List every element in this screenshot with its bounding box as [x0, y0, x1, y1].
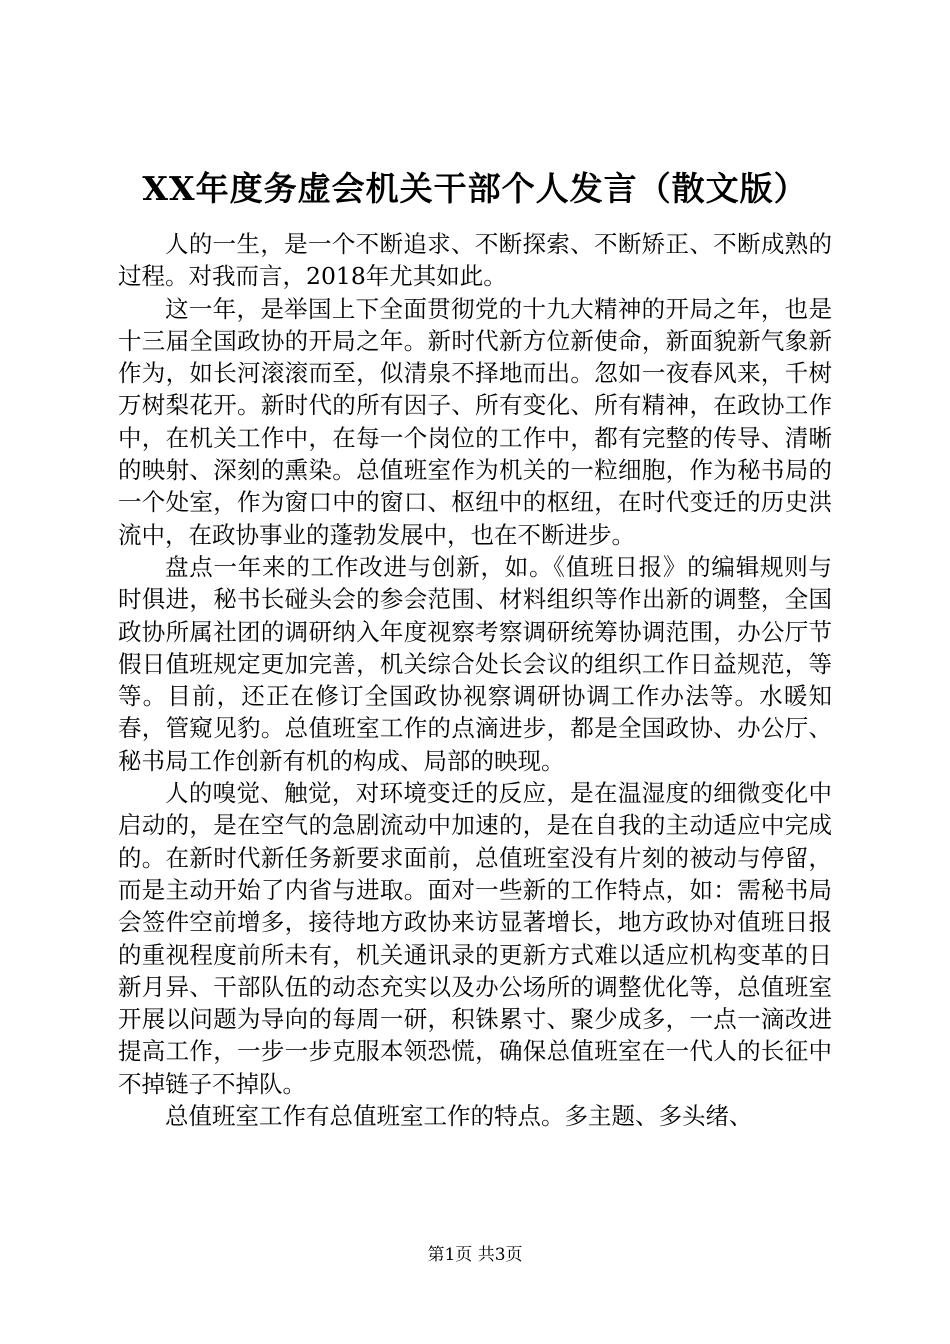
paragraph-1: 人的一生，是一个不断追求、不断探索、不断矫正、不断成熟的过程。对我而言，2018年尤其如此。 — [118, 230, 832, 291]
paragraph-3: 盘点一年来的工作改进与创新，如。《值班日报》的编辑规则与时俱进，秘书长碰头会的参会范围、材料组织等作出新的调整，全国政协所属社团的调研纳入年度视察考察调研统筹协调范围，办公厅节假日值班规定更加完善，机关综合处长会议的组织工作日益规范，等等。目前，还正在修订全国政协视察调研协调工作办法等。水暖知春，管窥见豹。总值班室工作的点滴进步，都是全国政协、办公厅、秘书局工作创新有机的构成、局部的映现。 — [118, 552, 832, 775]
paragraph-5: 总值班室工作有总值班室工作的特点。多主题、多头绪、 — [165, 1102, 753, 1131]
document-title: XX年度务虚会机关干部个人发言（散文版） — [142, 169, 808, 208]
paragraph-4: 人的嗅觉、触觉，对环境变迁的反应，是在温湿度的细微变化中启动的，是在空气的急剧流动中加速的，是在自我的主动适应中完成的。在新时代新任务新要求面前，总值班室没有片刻的被动与停留，而是主动开始了内省与进取。面对一些新的工作特点，如：需秘书局会签件空前增多，接待地方政协来访显著增长，地方政协对值班日报的重视程度前所未有，机关通讯录的更新方式难以适应机构变革的日新月异、干部队伍的动态充实以及办公场所的调整优化等，总值班室开展以问题为导向的每周一研，积铢累寸、聚少成多，一点一滴改进提高工作，一步一步克服本领恐慌，确保总值班室在一代人的长征中不掉链子不掉队。 — [118, 779, 832, 1098]
page-number-footer: 第1页 共3页 — [427, 1245, 523, 1265]
document-body — [118, 228, 832, 1132]
paragraph-2: 这一年，是举国上下全面贯彻党的十九大精神的开局之年，也是十三届全国政协的开局之年。新时代新方位新使命，新面貌新气象新作为，如长河滚滚而至，似清泉不择地而出。忽如一夜春风来，千树万树梨花开。新时代的所有因子、所有变化、所有精神，在政协工作中，在机关工作中，在每一个岗位的工作中，都有完整的传导、清晰的映射、深刻的熏染。总值班室作为机关的一粒细胞，作为秘书局的一个处室，作为窗口中的窗口、枢纽中的枢纽，在时代变迁的历史洪流中，在政协事业的蓬勃发展中，也在不断进步。 — [118, 294, 832, 549]
